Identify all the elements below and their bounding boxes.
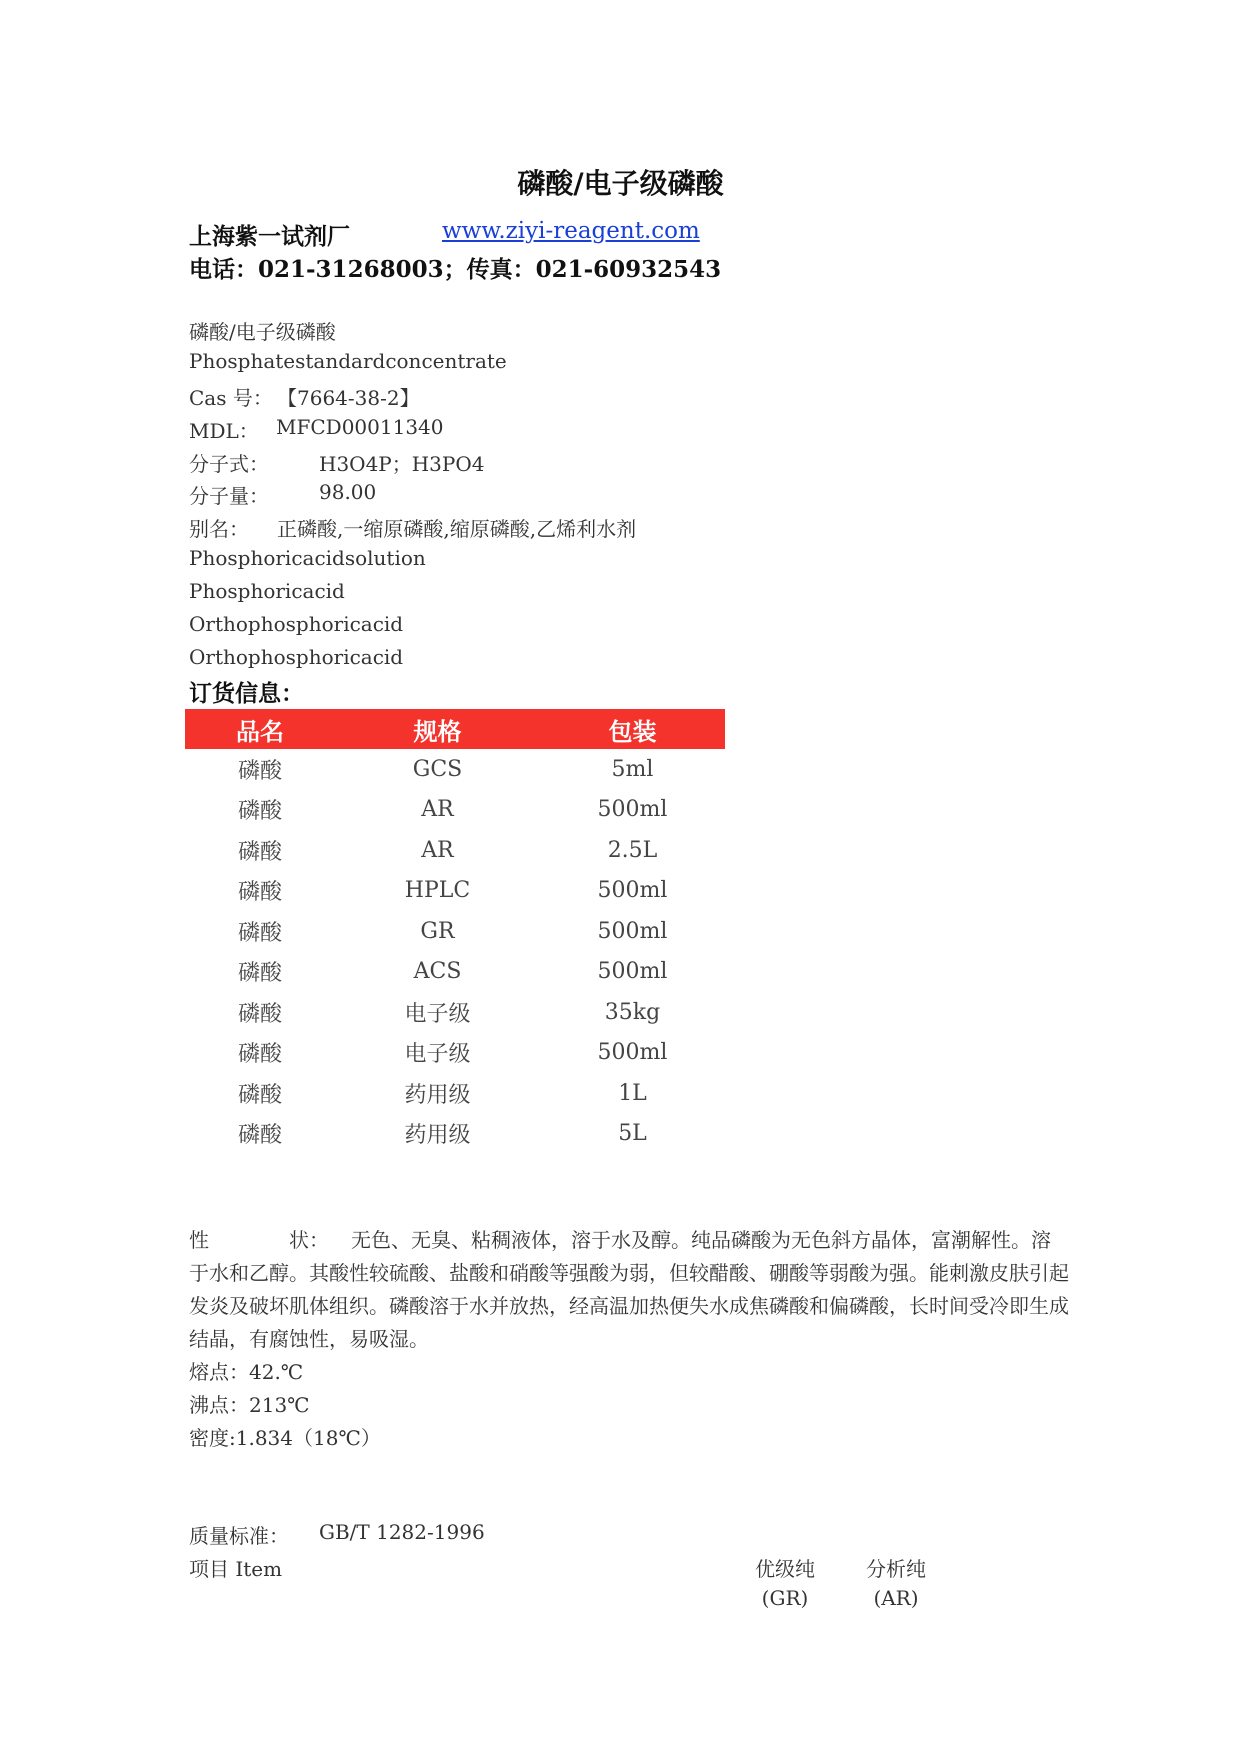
cell-spec: GR [420,918,455,944]
cell-package: 5L [618,1121,647,1147]
formula-value: H3O4P；H3PO4 [319,452,485,476]
table-row [185,749,725,790]
website-link[interactable]: www.ziyi-reagent.com [442,218,700,244]
synonym-3: Orthophosphoricacid [189,612,404,636]
cell-product: 磷酸 [237,799,282,825]
product-name-en: Phosphatestandardconcentrate [189,349,507,373]
melting-point: 熔点：42.℃ [189,1360,304,1384]
cell-package: 1L [618,1080,647,1106]
quality-standard-label: 质量标准： [189,1524,289,1548]
grade-gr-en: (GR) [761,1586,809,1610]
table-row [185,830,725,871]
cell-product: 磷酸 [237,920,282,946]
cell-spec: 电子级 [404,1001,471,1027]
quality-standard-value: GB/T 1282-1996 [319,1520,485,1544]
table-row [185,911,725,952]
mdl-line [189,415,444,444]
table-row [185,1033,725,1074]
mw-value: 98.00 [319,480,377,504]
mdl-label: MDL： [189,419,259,443]
cell-spec: 药用级 [404,1082,471,1108]
cell-package: 35kg [604,999,661,1025]
cell-spec: GCS [412,756,463,782]
grade-ar-cn: 分析纯 [866,1557,926,1581]
item-label: 项目 Item [189,1557,283,1581]
company-name: 上海紫一试剂厂 [189,223,350,250]
header-package: 包装 [608,716,657,746]
cell-package: 500ml [597,1040,668,1066]
cell-package: 500ml [597,878,668,904]
boiling-point: 沸点：213℃ [189,1393,310,1417]
cell-spec: 电子级 [404,1042,471,1068]
table-row [185,1073,725,1114]
density: 密度:1.834（18℃） [189,1426,381,1450]
cell-product: 磷酸 [237,839,282,865]
synonym-2: Phosphoricacid [189,579,345,603]
cell-spec: AR [421,837,454,863]
page-title: 磷酸/电子级磷酸 [517,167,724,200]
table-row [185,790,725,831]
cas-line [189,382,420,411]
properties-label-char1: 性 [189,1228,209,1252]
cell-package: 2.5L [607,837,658,863]
cell-package: 500ml [597,918,668,944]
cell-product: 磷酸 [237,1123,282,1149]
cell-package: 500ml [597,959,668,985]
grade-gr-cn: 优级纯 [755,1557,815,1581]
cell-spec: AR [421,797,454,823]
synonym-1: Phosphoricacidsolution [189,546,426,570]
mw-label: 分子量： [189,484,269,508]
properties-description [189,1224,1069,1356]
alias-line [189,513,637,542]
properties-label-char2: 状： [289,1228,329,1252]
header-specification: 规格 [413,716,462,746]
order-info-title: 订货信息： [189,680,304,707]
formula-label: 分子式： [189,452,269,476]
cas-label: Cas 号： [189,386,273,410]
cell-product: 磷酸 [237,1082,282,1108]
formula-line [189,448,485,477]
mw-line [189,480,377,509]
cell-product: 磷酸 [237,758,282,784]
contact-info: 电话：021-31268003；传真：021-60932543 [189,256,722,283]
table-row [185,952,725,993]
cell-package: 500ml [597,797,668,823]
cell-package: 5ml [611,756,654,782]
grade-ar-en: (AR) [873,1586,919,1610]
table-row [185,871,725,912]
synonym-4: Orthophosphoricacid [189,645,404,669]
alias-label: 别名： [189,517,249,541]
quality-standard [189,1520,485,1549]
cell-spec: HPLC [404,878,471,904]
cell-product: 磷酸 [237,1042,282,1068]
product-name-cn: 磷酸/电子级磷酸 [189,320,336,344]
cell-product: 磷酸 [237,1001,282,1027]
cas-value: 【7664-38-2】 [277,386,420,410]
table-row [185,992,725,1033]
header-product-name: 品名 [236,716,284,746]
alias-value: 正磷酸,一缩原磷酸,缩原磷酸,乙烯利水剂 [277,517,637,541]
properties-text: 无色、无臭、粘稠液体，溶于水及醇。纯品磷酸为无色斜方晶体，富潮解性。溶于水和乙醇。其酸性较硫酸、盐酸和硝酸等强酸为弱，但较醋酸、硼酸等弱酸为强。能刺激皮肤引起发炎及破坏肌体组织。磷酸溶于水并放热，经高温加热便失水成焦磷酸和偏磷酸，长时间受冷即生成结晶，有腐蚀性，易吸湿。 [189,1228,1069,1351]
order-table [185,709,725,1154]
cell-spec: 药用级 [404,1123,471,1149]
cell-spec: ACS [413,959,462,985]
mdl-value: MFCD00011340 [276,415,444,439]
order-table-header [185,709,725,749]
cell-product: 磷酸 [237,880,282,906]
table-row [185,1114,725,1155]
cell-product: 磷酸 [237,961,282,987]
